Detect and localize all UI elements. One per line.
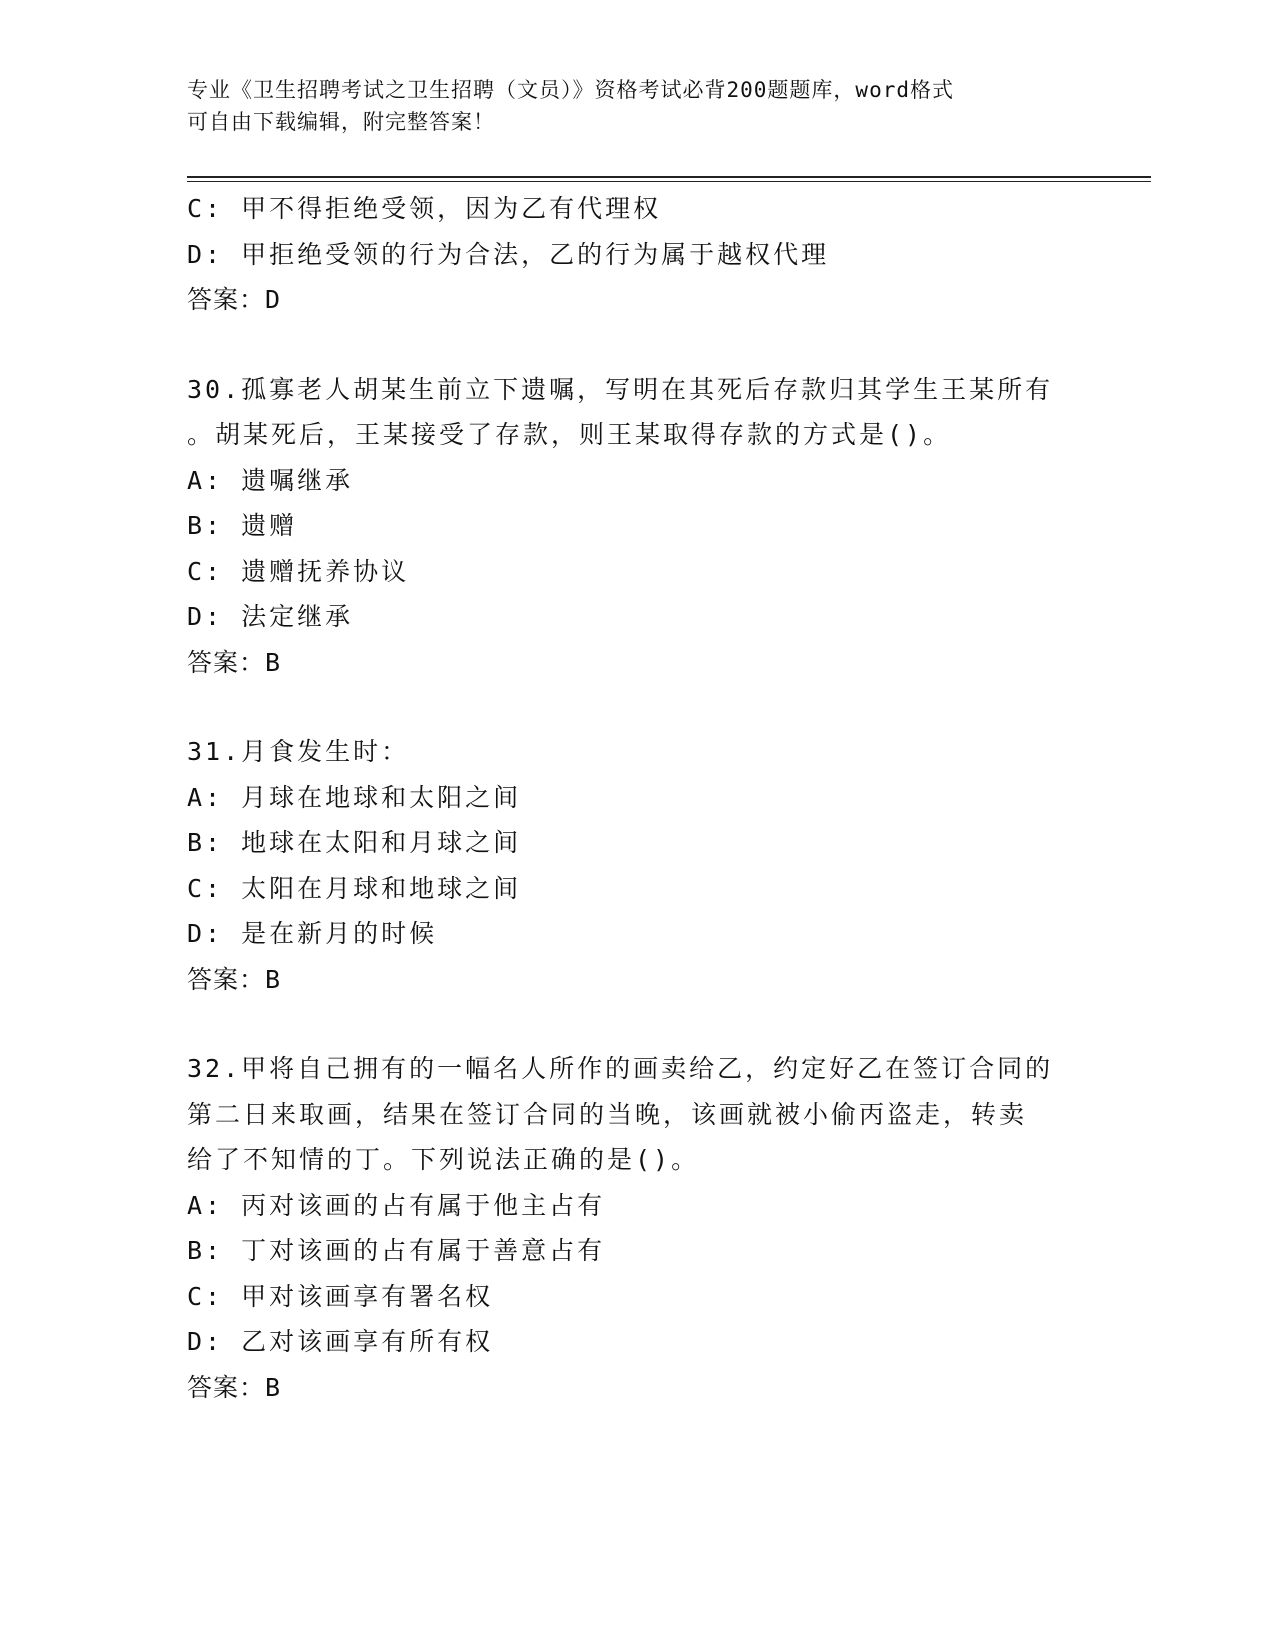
spacer xyxy=(187,1002,1087,1046)
header-divider-thick xyxy=(187,176,1151,178)
answer-line: 答案：B xyxy=(187,647,282,677)
answer-line: 答案：B xyxy=(187,1372,282,1402)
option-a: A: 遗嘱继承 xyxy=(187,465,354,495)
question-content xyxy=(187,186,1087,1410)
question-31 xyxy=(187,729,1087,1002)
option-c: C: 太阳在月球和地球之间 xyxy=(187,873,522,903)
option-b: B: 遗赠 xyxy=(187,511,298,540)
answer-line: 答案：B xyxy=(187,964,282,994)
page-header xyxy=(187,74,1067,138)
question-stem-line: 30.孤寡老人胡某生前立下遗嘱，写明在其死后存款归其学生王某所有 xyxy=(187,374,1054,404)
answer-line: 答案：D xyxy=(187,285,282,314)
option-d: D: 是在新月的时候 xyxy=(187,919,438,948)
header-title-line-1: 专业《卫生招聘考试之卫生招聘（文员）》资格考试必背200题题库，word格式 xyxy=(187,78,954,102)
option-d: D: 法定继承 xyxy=(187,602,354,631)
question-stem-line: 31.月食发生时： xyxy=(187,737,410,766)
question-stem-line: 给了不知情的丁。下列说法正确的是()。 xyxy=(187,1145,700,1174)
option-c: C: 甲对该画享有署名权 xyxy=(187,1281,494,1311)
header-title-line-2: 可自由下载编辑，附完整答案！ xyxy=(187,110,495,134)
question-stem-line: 32.甲将自己拥有的一幅名人所作的画卖给乙，约定好乙在签订合同的 xyxy=(187,1054,1054,1083)
question-30 xyxy=(187,367,1087,686)
option-b: B: 地球在太阳和月球之间 xyxy=(187,828,522,857)
option-c: C: 遗赠抚养协议 xyxy=(187,556,410,586)
option-a: A: 月球在地球和太阳之间 xyxy=(187,782,522,812)
header-divider-thin xyxy=(187,181,1151,182)
option-c: C: 甲不得拒绝受领，因为乙有代理权 xyxy=(187,194,662,223)
question-stem-line: 第二日来取画，结果在签订合同的当晚，该画就被小偷丙盗走，转卖 xyxy=(187,1099,1028,1129)
spacer xyxy=(187,323,1087,367)
spacer xyxy=(187,685,1087,729)
option-a: A: 丙对该画的占有属于他主占有 xyxy=(187,1190,606,1220)
question-stem-line: 。胡某死后，王某接受了存款，则王某取得存款的方式是()。 xyxy=(187,420,952,449)
option-b: B: 丁对该画的占有属于善意占有 xyxy=(187,1236,606,1265)
option-d: D: 乙对该画享有所有权 xyxy=(187,1327,494,1356)
option-d: D: 甲拒绝受领的行为合法，乙的行为属于越权代理 xyxy=(187,239,830,269)
question-32 xyxy=(187,1046,1087,1410)
question-29-continuation xyxy=(187,186,1087,323)
